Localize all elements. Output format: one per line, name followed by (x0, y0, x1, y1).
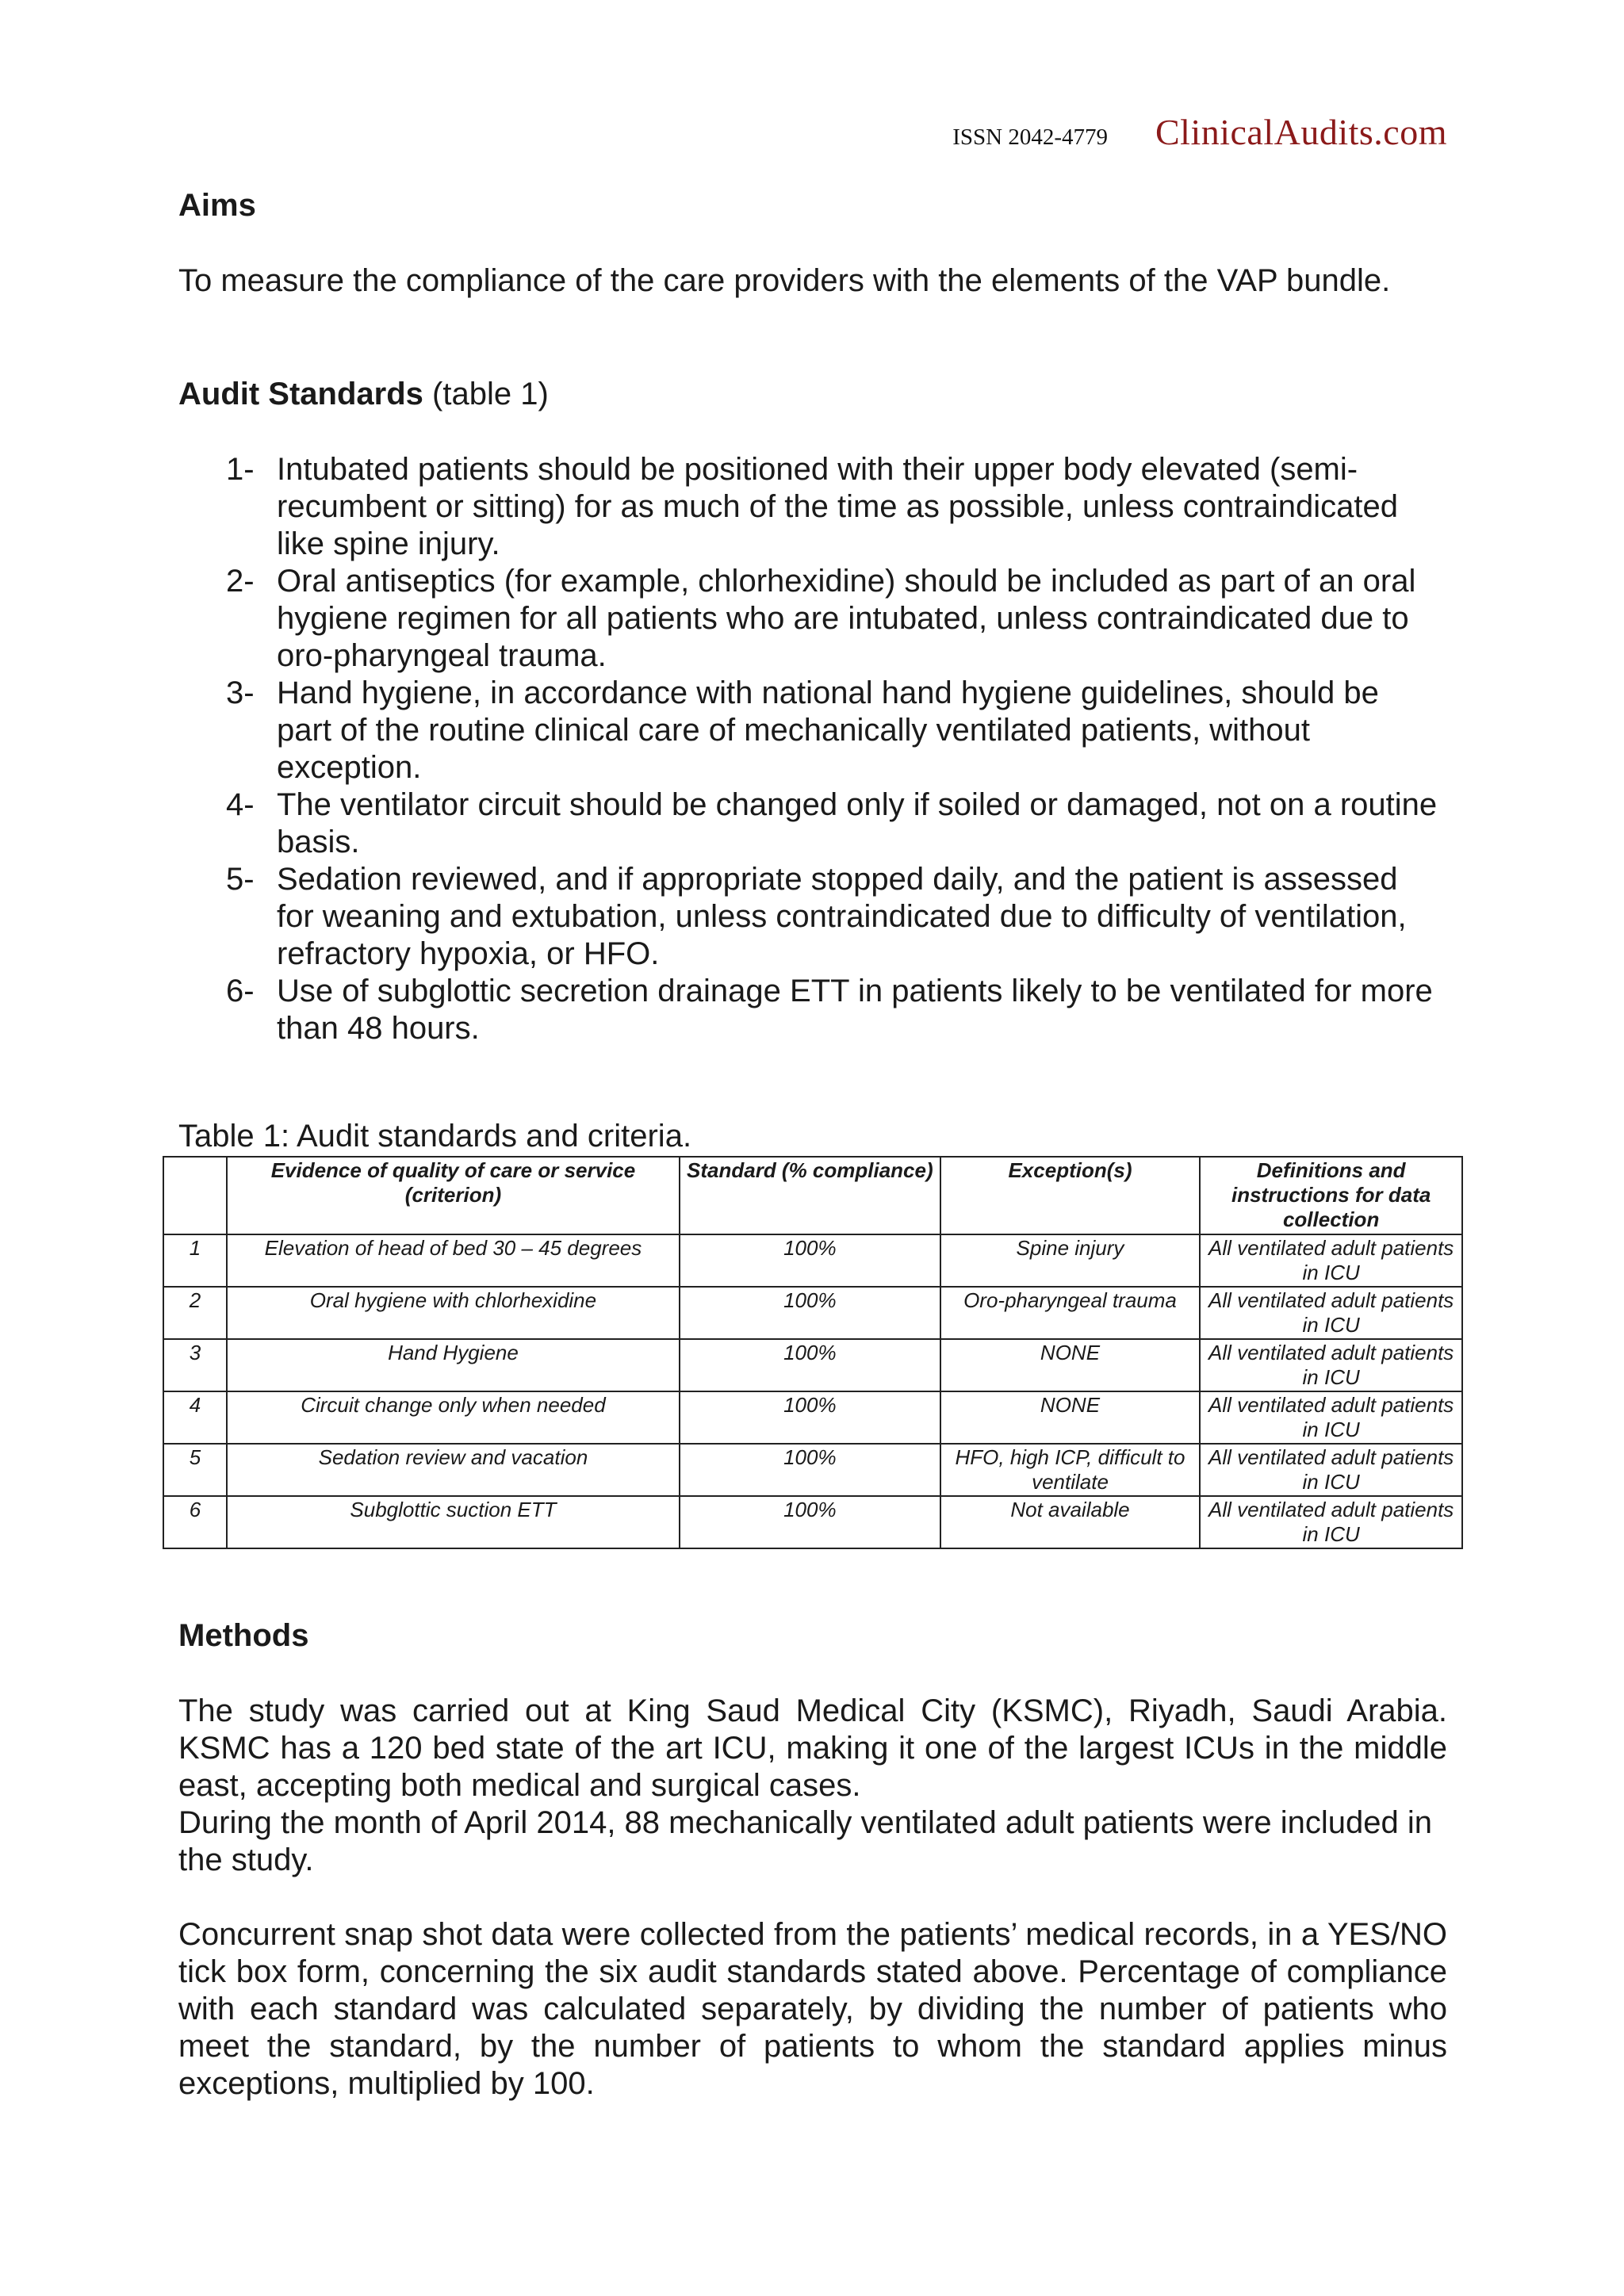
column-header-index (163, 1157, 227, 1234)
table-cell: Not available (940, 1496, 1201, 1548)
table-cell: 100% (680, 1287, 940, 1339)
list-item (226, 973, 1447, 1047)
audit-standards-heading-suffix: (table 1) (423, 377, 549, 411)
table-row (163, 1391, 1462, 1444)
list-item-text: Oral antiseptics (for example, chlorhexidine) should be included as part of an oral hygiene regimen for all patients who are intubated, unless contraindicated due to oro-pharyngeal trauma. (277, 564, 1416, 673)
list-item (226, 563, 1447, 675)
table-cell: Subglottic suction ETT (227, 1496, 680, 1548)
table-cell: 4 (163, 1391, 227, 1444)
table-cell: NONE (940, 1339, 1201, 1391)
audit-standards-heading (178, 376, 1447, 413)
aims-heading: Aims (178, 188, 256, 223)
table-cell: 100% (680, 1339, 940, 1391)
list-item (226, 786, 1447, 861)
methods-paragraph-3: Concurrent snap shot data were collected from the patients’ medical records, in a YES/NO tick box form, concerning the six audit standards stated above. Percentage of compliance with each standard was calculated separately, by dividing the number of patients who meet the standard, by the number of patients to whom the standard applies minus exceptions, multiplied by 100. (178, 1917, 1447, 2101)
main-content (178, 182, 1447, 1152)
table-caption: Table 1: Audit standards and criteria. (178, 1119, 692, 1154)
list-item-text: Use of subglottic secretion drainage ETT in patients likely to be ventilated for more than 48 hours. (277, 974, 1433, 1046)
table-header-row (163, 1157, 1462, 1234)
list-item-text: Hand hygiene, in accordance with national hand hygiene guidelines, should be part of the routine clinical care of mechanically ventilated patients, without exception. (277, 675, 1379, 785)
brand-logo-text: ClinicalAudits.com (1155, 112, 1447, 152)
table-cell: Sedation review and vacation (227, 1444, 680, 1496)
table-cell: All ventilated adult patients in ICU (1200, 1444, 1462, 1496)
column-header-standard: Standard (% compliance) (680, 1157, 940, 1234)
table-row (163, 1444, 1462, 1496)
table-cell: Circuit change only when needed (227, 1391, 680, 1444)
audit-standards-heading-title: Audit Standards (178, 377, 423, 411)
table-cell: 100% (680, 1234, 940, 1287)
list-item-number: 6- (226, 974, 255, 1008)
audit-standards-table (163, 1156, 1463, 1549)
table-cell: 1 (163, 1234, 227, 1287)
column-header-criterion: Evidence of quality of care or service (criterion) (227, 1157, 680, 1234)
table-cell: 2 (163, 1287, 227, 1339)
table-cell: Oro-pharyngeal trauma (940, 1287, 1201, 1339)
list-item-text: Sedation reviewed, and if appropriate stopped daily, and the patient is assessed for weaning and extubation, unless contraindicated due to difficulty of ventilation, refractory hypoxia, or HFO. (277, 862, 1407, 971)
aims-text: To measure the compliance of the care providers with the elements of the VAP bundle. (178, 263, 1391, 298)
list-item-text: Intubated patients should be positioned with their upper body elevated (semi-recumbent or sitting) for as much of the time as possible, unless contraindicated like spine injury. (277, 452, 1399, 561)
table-cell: Hand Hygiene (227, 1339, 680, 1391)
list-item (226, 675, 1447, 786)
table-cell: 100% (680, 1391, 940, 1444)
table-cell: NONE (940, 1391, 1201, 1444)
list-item-number: 5- (226, 862, 255, 897)
list-item-number: 2- (226, 564, 255, 599)
table-cell: All ventilated adult patients in ICU (1200, 1234, 1462, 1287)
methods-paragraph-2: During the month of April 2014, 88 mechanically ventilated adult patients were included in the study. (178, 1805, 1432, 1877)
methods-paragraph-1: The study was carried out at King Saud Medical City (KSMC), Riyadh, Saudi Arabia. KSMC has a 120 bed state of the art ICU, making it one of the largest ICUs in the middle east, accepting both medical and surgical cases. (178, 1693, 1447, 1803)
methods-heading: Methods (178, 1618, 309, 1653)
column-header-definitions: Definitions and instructions for data collection (1200, 1157, 1462, 1234)
page-header (952, 111, 1447, 153)
issn-label: ISSN 2042-4779 (952, 124, 1108, 150)
table-row (163, 1496, 1462, 1548)
list-item-number: 4- (226, 787, 255, 822)
table-cell: 100% (680, 1444, 940, 1496)
table-cell: Elevation of head of bed 30 – 45 degrees (227, 1234, 680, 1287)
table-cell: 6 (163, 1496, 227, 1548)
methods-section (178, 1617, 1447, 2103)
table-row (163, 1287, 1462, 1339)
table-cell: All ventilated adult patients in ICU (1200, 1339, 1462, 1391)
list-item (226, 451, 1447, 563)
table-cell: Oral hygiene with chlorhexidine (227, 1287, 680, 1339)
list-item (226, 861, 1447, 973)
list-item-number: 3- (226, 675, 255, 710)
list-item-number: 1- (226, 452, 255, 487)
table-row (163, 1234, 1462, 1287)
table-cell: 100% (680, 1496, 940, 1548)
table-row (163, 1339, 1462, 1391)
table-cell: All ventilated adult patients in ICU (1200, 1391, 1462, 1444)
table-cell: Spine injury (940, 1234, 1201, 1287)
list-item-text: The ventilator circuit should be changed only if soiled or damaged, not on a routine basis. (277, 787, 1438, 859)
table-cell: All ventilated adult patients in ICU (1200, 1287, 1462, 1339)
table-cell: 3 (163, 1339, 227, 1391)
table-cell: HFO, high ICP, difficult to ventilate (940, 1444, 1201, 1496)
table-cell: 5 (163, 1444, 227, 1496)
table-cell: All ventilated adult patients in ICU (1200, 1496, 1462, 1548)
audit-standards-list (178, 451, 1447, 1047)
column-header-exceptions: Exception(s) (940, 1157, 1201, 1234)
